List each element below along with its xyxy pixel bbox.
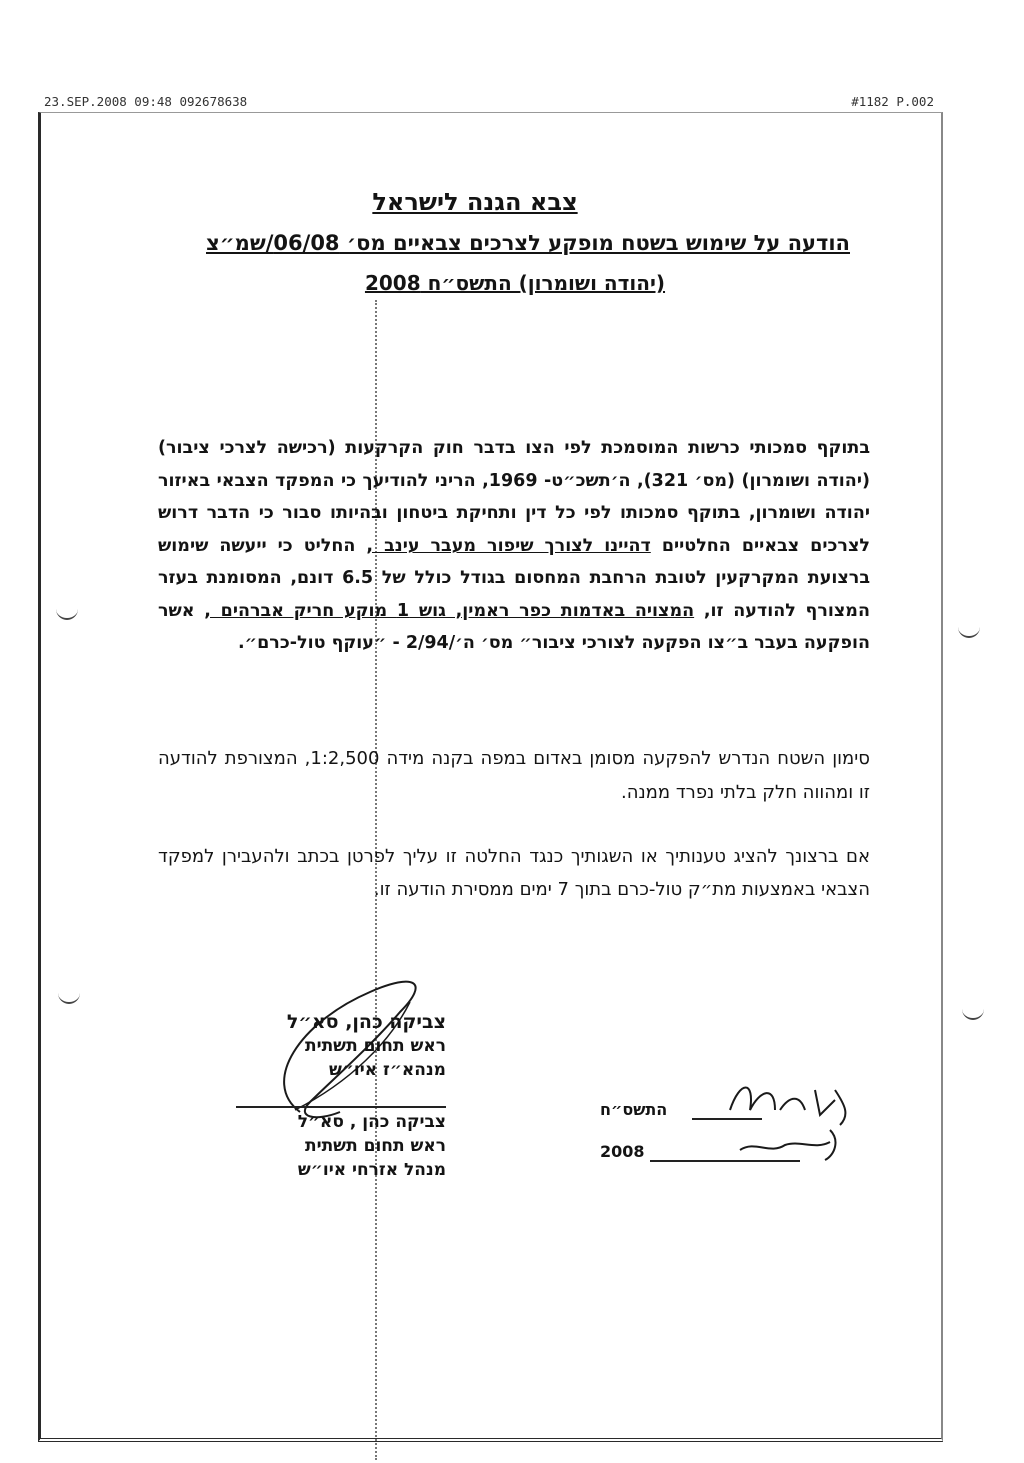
handwritten-date xyxy=(720,1070,860,1170)
page-title-idf: צבא הגנה לישראל xyxy=(372,188,578,216)
stamp-role: ראש תחום תשתית xyxy=(304,1036,446,1056)
typed-unit: מנהל אזרחי איו״ש xyxy=(297,1160,446,1180)
stamp-name: צביקה כהן, סא״ל xyxy=(286,1011,446,1033)
fax-timestamp: 23.SEP.2008 09:48 092678638 xyxy=(44,94,248,109)
paragraph-map: סימון השטח הנדרש להפקעה מסומן באדום במפה בקנה מידה 1:2,500, המצורפת להודעה זו ומהווה חלק בלתי נפרד ממנה. xyxy=(158,748,870,803)
date-hebrew-year: התשס״ח xyxy=(600,1100,668,1119)
punch-mark-right-1 xyxy=(958,622,980,638)
typed-name: צביקה כהן , סא״ל xyxy=(297,1112,446,1132)
signature-stamp xyxy=(236,1010,446,1082)
typed-role: ראש תחום תשתית xyxy=(304,1136,446,1156)
date-gregorian-year: 2008 xyxy=(600,1142,645,1161)
paragraph-main-part-e: אשר הופקעה בעבר ב״צו הפקעה לצורכי ציבור״ מס׳ ה׳/2/94 - ״עוקף טול-כרם״. xyxy=(158,600,870,653)
fax-header xyxy=(44,94,934,114)
page-title-notice: הודעה על שימוש בשטח מופקע לצרכים צבאיים מס׳ 06/08/שמ״צ xyxy=(206,231,850,255)
punch-mark-right-2 xyxy=(962,1004,984,1020)
fax-page-number: #1182 P.002 xyxy=(851,94,934,109)
page-title-region-year: (יהודה ושומרון) התשס״ח 2008 xyxy=(364,271,666,295)
date-block xyxy=(600,1090,860,1170)
paragraph-main-part-a: בתוקף סמכותי כרשות המוסמכת לפי הצו בדבר חוק הקרקעות (רכישה לצרכי ציבור) (יהודה ושומרון) (מס׳ 321), ה׳תשכ״ט- 1969, הריני להודיעך כי המפקד הצבאי באיזור יהודה ושומרון, בתוקף סמכותו לפי כל דין ותחיקת ביטחון ובהיותו סבור כי הדבר דרוש לצרכים צבאיים החלטיים xyxy=(158,438,870,556)
paragraph-main-purpose: דהיינו לצורך שיפור מעבר עינב , xyxy=(366,535,651,556)
paragraph-objection: אם ברצונך להציג טענותיך או השגותיך כנגד החלטה זו עליך לפרטן בכתב ולהעבירן למפקד הצבאי באמצעות מת״ק טול-כרם בתוך 7 ימים ממסירת הודעה זו. xyxy=(158,846,870,900)
stamp-unit: מנהא״ז איו״ש xyxy=(328,1060,446,1080)
paragraph-main-part-c: החליט כי ייעשה שימוש ברצועת המקרקעין לטובת הרחבת המחסום בגודל כולל של 6.5 דונם, המסומנת בעזר המצורף להודעה זו, xyxy=(158,535,871,621)
paragraph-main xyxy=(158,432,870,660)
signature-typed xyxy=(236,1106,446,1182)
paragraph-main-location: המצויה באדמות כפר ראמין, גוש 1 מוקע חריק אברהים , xyxy=(204,600,695,621)
